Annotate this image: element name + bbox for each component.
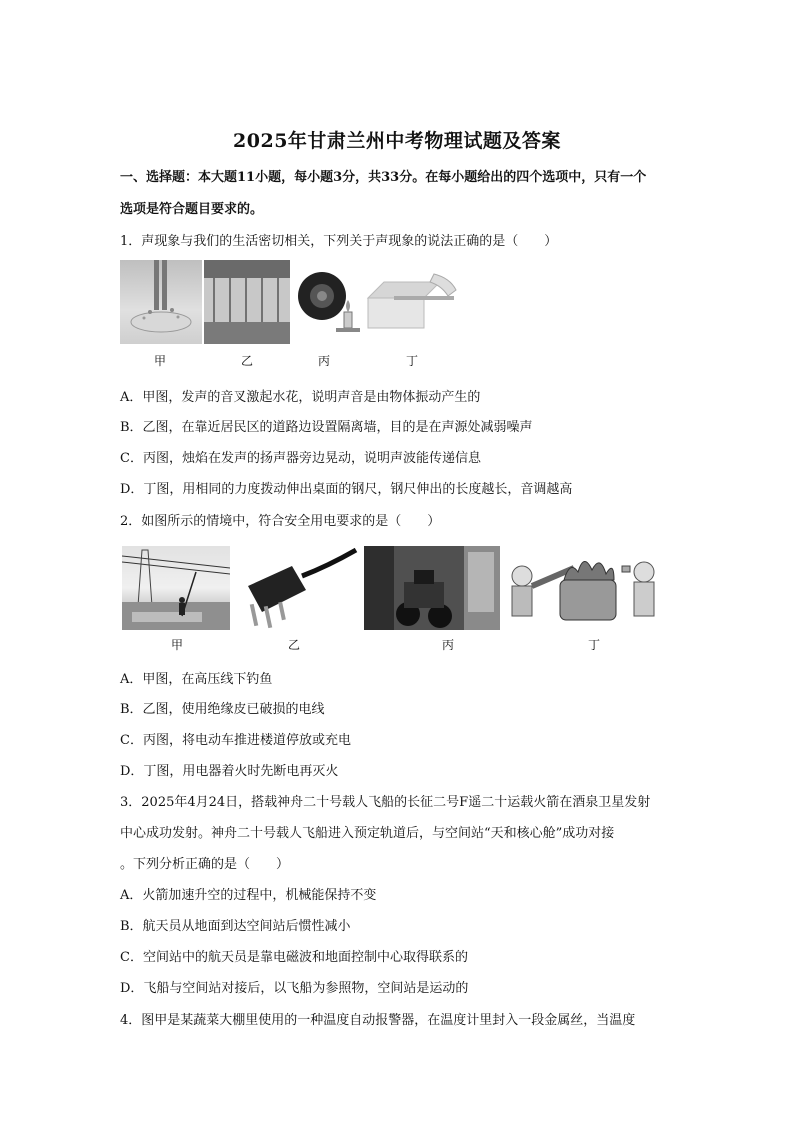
q2-caption-ding: 丁 <box>587 638 600 652</box>
section-heading-line1: 一、选择题：本大题11小题，每小题3分，共33分。在每小题给出的四个选项中，只有一个 <box>120 170 647 185</box>
q2-option-a: A．甲图，在高压线下钓鱼 <box>120 672 273 687</box>
section-heading-line2: 选项是符合题目要求的。 <box>120 202 264 217</box>
q2-caption-yi: 乙 <box>287 638 300 652</box>
q2-image-damaged-plug <box>232 546 358 630</box>
q2-image-appliance-fire <box>504 546 664 630</box>
q1-stem: 1．声现象与我们的生活密切相关，下列关于声现象的说法正确的是（ ） <box>120 234 558 249</box>
q2-option-c: C．丙图，将电动车推进楼道停放或充电 <box>120 733 351 748</box>
q2-stem: 2．如图所示的情境中，符合安全用电要求的是（ ） <box>120 514 441 529</box>
q2-image-fishing-power-line <box>122 546 230 630</box>
q3-option-a: A．火箭加速升空的过程中，机械能保持不变 <box>120 888 377 903</box>
q3-option-c: C．空间站中的航天员是靠电磁波和地面控制中心取得联系的 <box>120 950 468 965</box>
q1-option-c: C．丙图，烛焰在发声的扬声器旁边晃动，说明声波能传递信息 <box>120 451 481 466</box>
page-title: 2025年甘肃兰州中考物理试题及答案 <box>233 130 561 152</box>
q1-caption-ding: 丁 <box>405 354 418 368</box>
q2-image-ebike-corridor <box>364 546 500 630</box>
q1-option-a: A．甲图，发声的音叉激起水花，说明声音是由物体振动产生的 <box>120 390 481 405</box>
q1-caption-jia: 甲 <box>153 354 166 368</box>
q2-caption-bing: 丙 <box>441 638 454 652</box>
q1-option-b: B．乙图，在靠近居民区的道路边设置隔离墙，目的是在声源处减弱噪声 <box>120 420 533 435</box>
q3-stem-line3: 。下列分析正确的是（ ） <box>120 857 290 872</box>
q3-option-d: D．飞船与空间站对接后，以飞船为参照物，空间站是运动的 <box>120 981 469 996</box>
q1-image-tuning-fork-water <box>120 260 202 344</box>
q3-stem-line1: 3．2025年4月24日，搭载神舟二十号载人飞船的长征二号F遥二十运载火箭在酒泉卫星发射 <box>120 795 651 810</box>
q1-image-speaker-candle <box>292 262 362 340</box>
q4-stem: 4．图甲是某蔬菜大棚里使用的一种温度自动报警器，在温度计里封入一段金属丝，当温度 <box>120 1013 636 1028</box>
q1-image-sound-barrier <box>204 260 290 344</box>
q1-image-steel-ruler <box>364 268 462 334</box>
q1-caption-bing: 丙 <box>317 354 330 368</box>
q2-caption-jia: 甲 <box>170 638 183 652</box>
q1-option-d: D．丁图，用相同的力度拨动伸出桌面的钢尺，钢尺伸出的长度越长，音调越高 <box>120 482 573 497</box>
q2-option-d: D．丁图，用电器着火时先断电再灭火 <box>120 764 339 779</box>
q3-stem-line2: 中心成功发射。神舟二十号载人飞船进入预定轨道后，与空间站“天和核心舱”成功对接 <box>120 826 615 841</box>
q1-caption-yi: 乙 <box>240 354 253 368</box>
q3-option-b: B．航天员从地面到达空间站后惯性减小 <box>120 919 351 934</box>
q2-option-b: B．乙图，使用绝缘皮已破损的电线 <box>120 702 325 717</box>
